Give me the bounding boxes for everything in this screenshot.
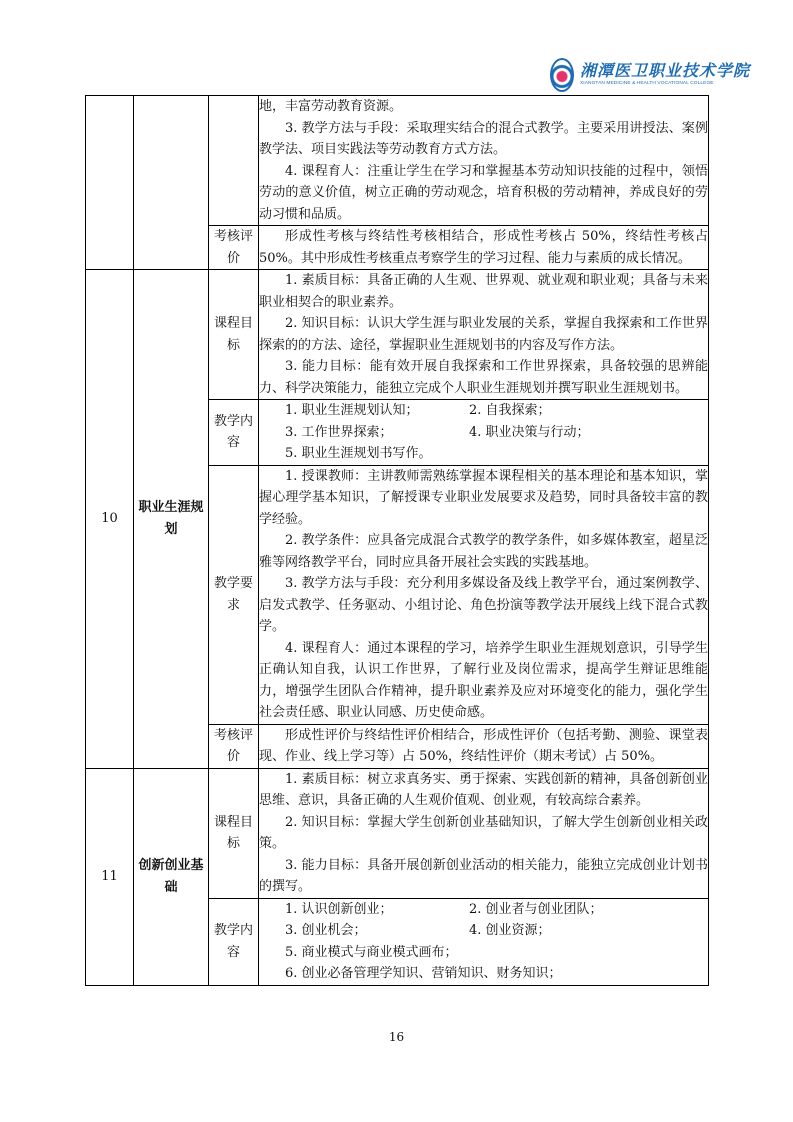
assessment-label: 考核评价	[209, 226, 259, 270]
assessment-label: 考核评价	[209, 724, 259, 768]
table-row	[86, 768, 709, 898]
content-item: 4. 创业资源；	[469, 923, 551, 938]
course-number: 10	[86, 270, 134, 769]
continued-paragraph: 4. 课程育人：注重让学生在学习和掌握基本劳动知识技能的过程中，领悟劳动的意义价值，树立正确的劳动观念，培育积极的劳动精神，养成良好的劳动习惯和品质。	[259, 163, 708, 222]
course-name: 职业生涯规划	[134, 270, 209, 769]
assessment-text: 形成性考核与终结性考核相结合，形成性考核占 50%，终结性考核占 50%。其中形成性考核重点考察学生的学习过程、能力与素质的成长情况。	[259, 229, 708, 266]
content-label: 教学内容	[209, 898, 259, 985]
goal-item: 1. 素质目标：具备正确的人生观、世界观、就业观和职业观；具备与未来职业相契合的职业素养。	[259, 273, 708, 310]
college-name-cn: 湘潭医卫职业技术学院	[579, 61, 750, 81]
course-name: 创新创业基础	[134, 768, 209, 985]
content-item: 6. 创业必备管理学知识、营销知识、财务知识；	[285, 966, 562, 981]
content-cell	[259, 898, 709, 985]
content-item: 3. 创业机会；	[285, 923, 367, 938]
college-name-block	[580, 63, 750, 87]
assessment-text: 形成性评价与终结性评价相结合，形成性评价（包括考勤、测验、课堂表现、作业、线上学习等）占 50%，终结性评价（期末考试）占 50%。	[259, 727, 708, 764]
content-item: 5. 商业模式与商业模式画布；	[285, 944, 458, 960]
content-item: 3. 工作世界探索；	[285, 424, 393, 440]
goals-label: 课程目标	[209, 768, 259, 898]
section-label-cell	[209, 96, 259, 226]
requirement-item: 2. 教学条件：应具备完成混合式教学的教学条件，如多媒体教室，超星泛雅等网络教学平台，同时应具备开展社会实践的实践基地。	[259, 533, 708, 570]
content-list	[259, 400, 708, 465]
goal-item: 3. 能力目标：具备开展创新创业活动的相关能力，能独立完成创业计划书的撰写。	[259, 857, 708, 894]
assessment-cell	[259, 724, 709, 768]
content-cell	[259, 400, 709, 466]
goal-item: 3. 能力目标：能有效开展自我探索和工作世界探索，具备较强的思辨能力、科学决策能力，能独立完成个人职业生涯规划并撰写职业生涯规划书。	[259, 359, 708, 396]
requirement-item: 4. 课程育人：通过本课程的学习，培养学生职业生涯规划意识，引导学生正确认知自我，认识工作世界，了解行业及岗位需求，提高学生辩证思维能力，增强学生团队合作精神，提升职业素养及应对环境变化的能力，强化学生社会责任感、职业认同感、历史使命感。	[259, 640, 708, 720]
table-row	[86, 96, 709, 226]
continued-paragraph: 地，丰富劳动教育资源。	[259, 99, 403, 114]
content-item: 4. 职业决策与行动；	[469, 424, 590, 440]
college-emblem-icon	[550, 58, 574, 92]
content-list	[259, 899, 708, 985]
content-item: 1. 职业生涯规划认知；	[285, 403, 419, 418]
content-item: 5. 职业生涯规划书写作。	[285, 446, 432, 461]
requirements-continued-cell	[259, 96, 709, 226]
goal-item: 1. 素质目标：树立求真务实、勇于探索、实践创新的精神，具备创新创业思维、意识，具备正确的人生观价值观、创业观，有较高综合素养。	[259, 771, 708, 808]
goals-cell	[259, 270, 709, 400]
course-number-cell	[86, 96, 134, 270]
content-label: 教学内容	[209, 400, 259, 466]
requirements-cell	[259, 465, 709, 724]
requirement-item: 3. 教学方法与手段：充分利用多媒设备及线上教学平台，通过案例教学、启发式教学、任务驱动、小组讨论、角色扮演等教学法开展线上线下混合式教学。	[259, 576, 708, 634]
page-number: 16	[388, 1030, 405, 1044]
content-item: 2. 创业者与创业团队；	[469, 901, 603, 917]
goals-cell	[259, 768, 709, 898]
college-logo	[550, 55, 750, 95]
goal-item: 2. 知识目标：认识大学生涯与职业发展的关系，掌握自我探索和工作世界探索的的方法、途径，掌握职业生涯规划书的内容及写作方法。	[259, 316, 708, 353]
requirements-label: 教学要求	[209, 465, 259, 724]
curriculum-table	[85, 95, 709, 986]
content-item: 2. 自我探索；	[469, 403, 551, 418]
course-name-cell	[134, 96, 209, 270]
goals-label: 课程目标	[209, 270, 259, 400]
table-row	[86, 270, 709, 400]
requirement-item: 1. 授课教师：主讲教师需熟练掌握本课程相关的基本理论和基本知识，掌握心理学基本知识，了解授课专业职业发展要求及趋势，同时具备较丰富的教学经验。	[259, 468, 708, 527]
assessment-cell	[259, 226, 709, 270]
continued-paragraph: 3. 教学方法与手段：采取理实结合的混合式教学。主要采用讲授法、案例教学法、项目实践法等劳动教育方式方法。	[259, 120, 708, 157]
goal-item: 2. 知识目标：掌握大学生创新创业基础知识，了解大学生创新创业相关政策。	[259, 814, 708, 851]
course-number: 11	[86, 768, 134, 985]
college-name-en: XIANGTAN MEDICINE & HEALTH VOCATIONAL COLLEGE	[579, 81, 714, 87]
content-item: 1. 认识创新创业；	[285, 901, 393, 917]
